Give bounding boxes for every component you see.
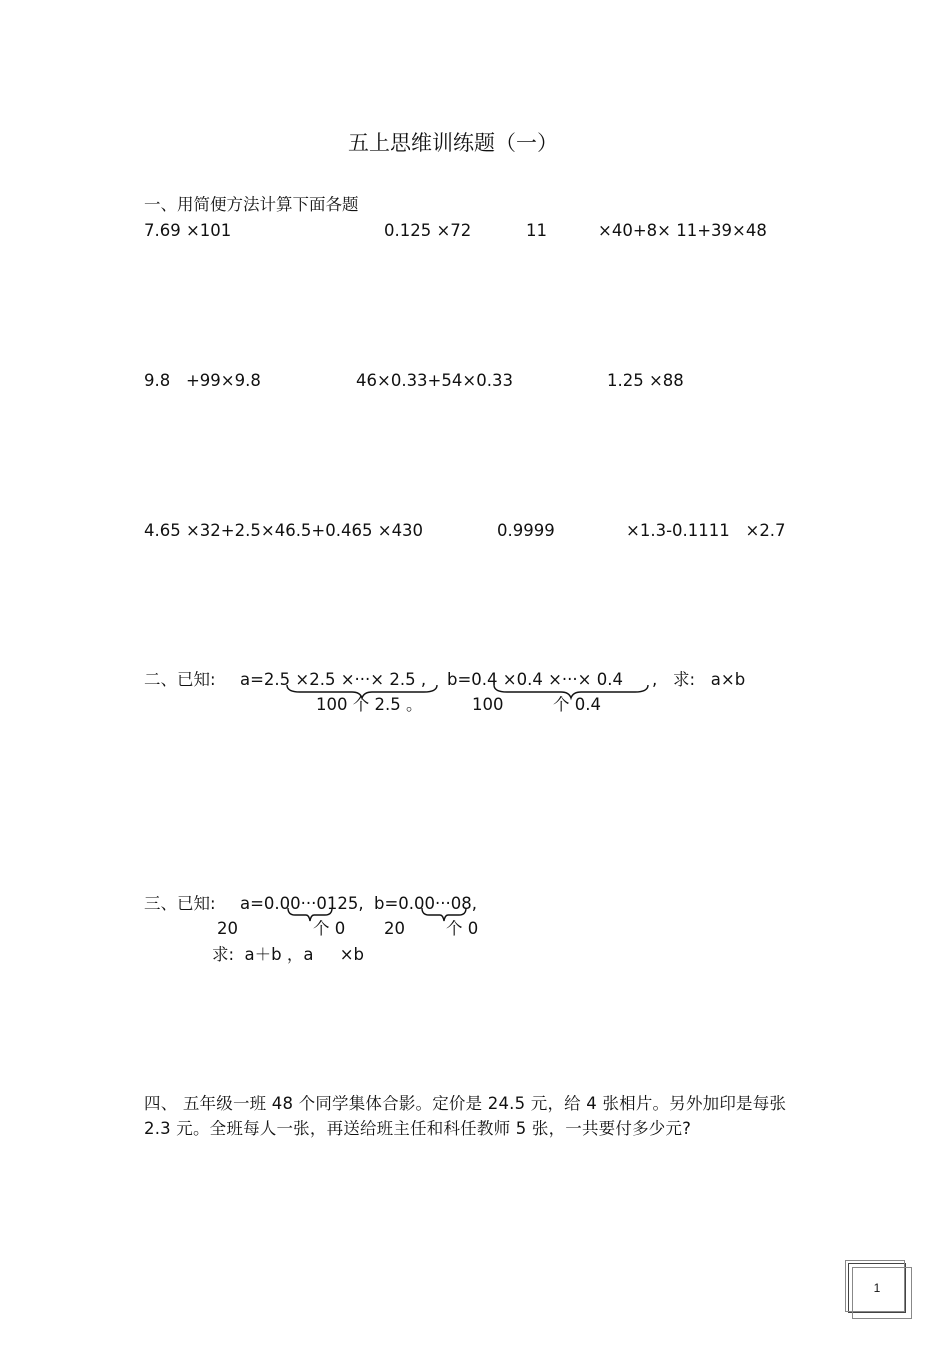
- section3-a-expression: a=0.00···0125,: [240, 894, 364, 913]
- section2-a-expression: a=2.5 ×2.5 ×···× 2.5 ,: [240, 670, 427, 689]
- page-number: 1: [873, 1281, 881, 1295]
- section3-b-expression: b=0.00···08,: [374, 894, 478, 913]
- problem-1-5: 46×0.33+54×0.33: [356, 371, 513, 390]
- problem-1-8a: 0.9999: [497, 521, 555, 540]
- section2-b-expression: b=0.4 ×0.4 ×···× 0.4: [447, 670, 623, 689]
- section1-heading: 一、用简便方法计算下面各题: [144, 195, 359, 214]
- section2-b-count-unit: 个 0.4: [553, 695, 601, 714]
- page-title: 五上思维训练题（一）: [348, 131, 558, 155]
- problem-1-3b: ×40+8× 11+39×48: [598, 221, 767, 240]
- section3-a-count: 20: [217, 919, 238, 938]
- section3-a-count-unit: 个 0: [313, 919, 346, 938]
- problem-1-2: 0.125 ×72: [384, 221, 472, 240]
- section3-b-count-unit: 个 0: [446, 919, 479, 938]
- problem-1-3a: 11: [526, 221, 547, 240]
- section2-a-count: 100 个 2.5 。: [316, 695, 423, 714]
- section2-question: , 求: a×b: [652, 670, 746, 689]
- section2-lead: 二、已知:: [144, 670, 216, 689]
- page-number-box: [848, 1263, 906, 1313]
- problem-1-7: 4.65 ×32+2.5×46.5+0.465 ×430: [144, 521, 424, 540]
- section3-lead: 三、已知:: [144, 894, 216, 913]
- section2-b-count: 100: [472, 695, 504, 714]
- problem-1-1: 7.69 ×101: [144, 221, 232, 240]
- problem-1-6: 1.25 ×88: [607, 371, 684, 390]
- problem-1-4: 9.8 +99×9.8: [144, 371, 261, 390]
- section4-word-problem: 四、 五年级一班 48 个同学集体合影。定价是 24.5 元，给 4 张相片。另外加印是每张 2.3 元。全班每人一张，再送给班主任和科任教师 5 张，一共要付多少元?: [144, 1094, 787, 1138]
- section3-question: 求: a＋b ，a ×b: [212, 945, 365, 964]
- section3-b-count: 20: [384, 919, 405, 938]
- problem-1-8b: ×1.3-0.1111 ×2.7: [626, 521, 786, 540]
